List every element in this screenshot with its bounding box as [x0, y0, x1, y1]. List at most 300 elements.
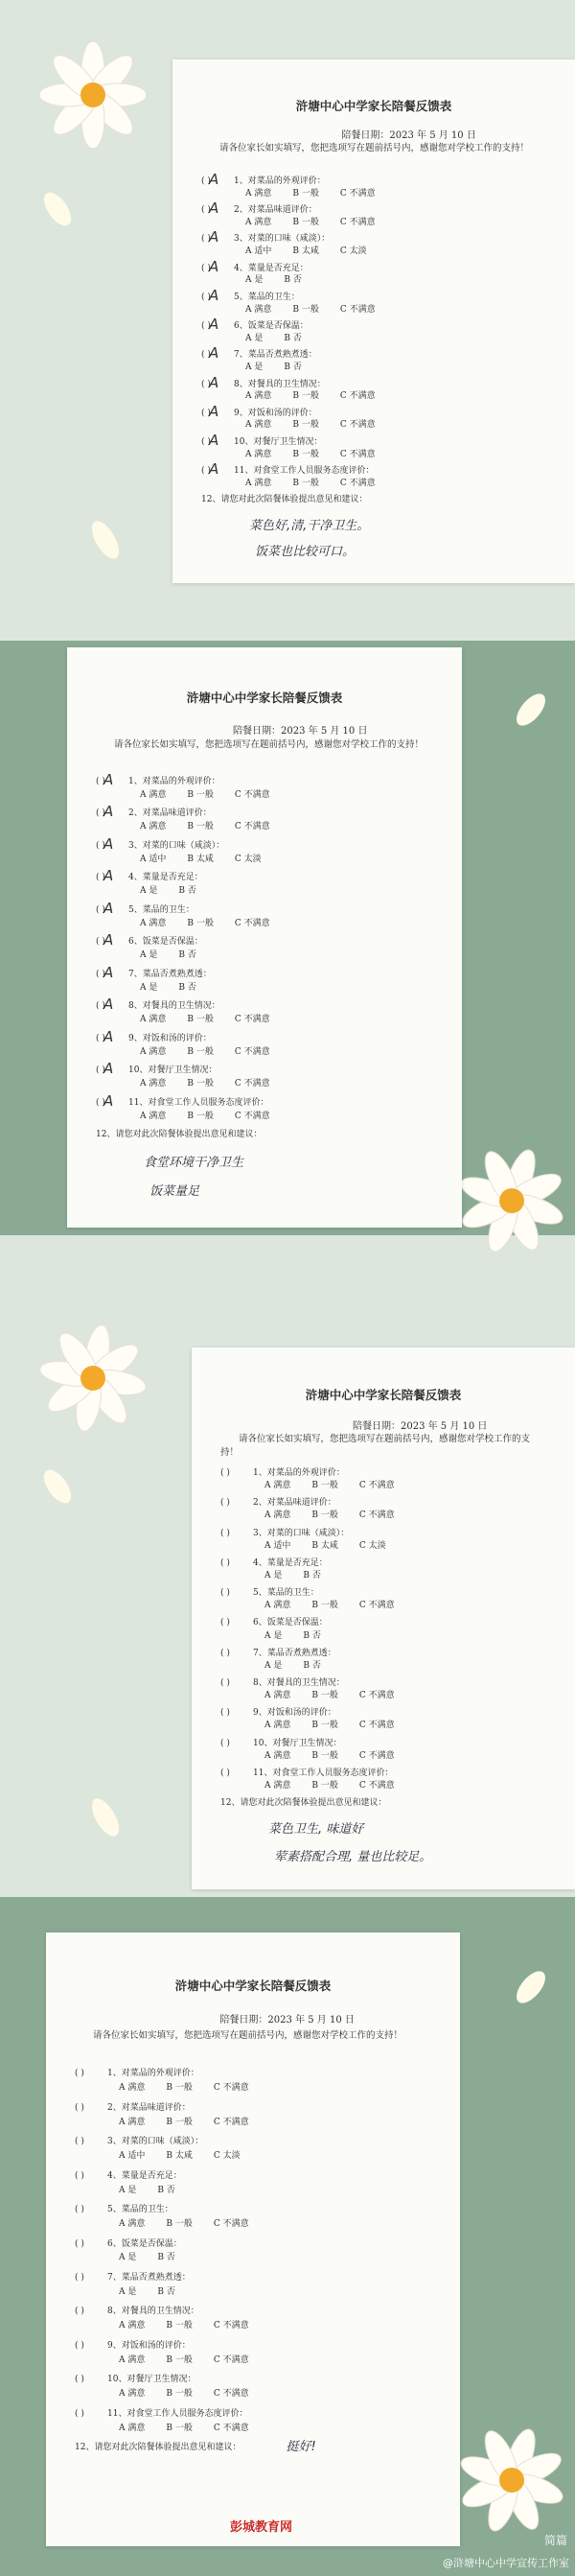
question-item: [96, 931, 203, 949]
answer-bracket: ( ) A: [201, 373, 219, 391]
option-label: B 太咸: [311, 1540, 338, 1551]
question-text: 10、对餐厅卫生情况：: [107, 2375, 196, 2385]
option-label: C 太淡: [358, 1540, 386, 1551]
question-item: [220, 1615, 328, 1628]
sheet-title: 浒塘中心中学家长陪餐反馈表: [186, 691, 343, 706]
answer-bracket: ( ) A: [96, 770, 114, 788]
question-12: 12、请您对此次陪餐体验提出意见和建议：: [220, 1798, 387, 1809]
question-options: [264, 1598, 416, 1610]
question-options: [245, 302, 397, 315]
answer-bracket: ( ): [75, 2375, 84, 2385]
option-label: B 一般: [292, 188, 319, 199]
question-item: [75, 2372, 196, 2384]
option-label: A 满意: [245, 420, 272, 431]
question-options: [140, 787, 291, 800]
option-label: A 满意: [119, 2423, 146, 2433]
answer-bracket: ( ) A: [96, 899, 114, 917]
question-options: [245, 388, 397, 401]
sheet-intro: 请各位家长如实填写，您把选项写在题前括号内，感谢您对学校工作的支持！: [220, 1433, 531, 1458]
handwritten-answer: A: [104, 1091, 114, 1110]
question-item: [96, 770, 220, 788]
question-item: [96, 803, 212, 821]
question-item: [75, 2236, 182, 2249]
question-options: [264, 1748, 416, 1761]
option-label: A 是: [245, 333, 264, 343]
answer-bracket: ( ): [220, 1498, 230, 1509]
question-item: [96, 1027, 212, 1045]
option-label: C 不满意: [358, 1691, 395, 1701]
question-item: [75, 2066, 199, 2078]
question-options: [264, 1688, 416, 1700]
option-label: B 一般: [187, 789, 214, 800]
answer-bracket: ( ): [220, 1528, 230, 1538]
answer-bracket: ( ) A: [201, 257, 219, 275]
daisy-flower-icon: [458, 1147, 565, 1254]
answer-bracket: ( ) A: [201, 199, 219, 218]
question-options: [140, 948, 218, 960]
option-label: C 不满意: [339, 391, 376, 402]
handwritten-answer: A: [104, 963, 114, 981]
petal-icon: [86, 516, 125, 564]
question-item: [220, 1766, 393, 1778]
question-text: 9、对饭和汤的评价：: [107, 2340, 191, 2351]
question-item: [96, 834, 225, 853]
answer-bracket: ( ): [220, 1588, 230, 1599]
option-label: B 一般: [166, 2321, 193, 2331]
handwritten-answer: A: [209, 316, 219, 334]
option-label: C 不满意: [339, 304, 376, 315]
option-label: A 满意: [140, 1046, 167, 1057]
option-label: C 不满意: [213, 2219, 249, 2229]
option-label: B 一般: [311, 1721, 338, 1731]
question-item: [201, 228, 331, 246]
answer-bracket: ( ): [220, 1768, 230, 1778]
petal-icon: [38, 188, 77, 230]
feedback-sheet: [46, 1932, 460, 2546]
handwritten-comment: 荤素搭配合理, 量也比较足。: [274, 1849, 432, 1864]
option-label: B 太咸: [187, 854, 214, 864]
option-label: A 满意: [245, 449, 272, 459]
option-label: A 满意: [119, 2117, 146, 2127]
option-label: B 一般: [311, 1601, 338, 1611]
question-item: [96, 899, 195, 917]
option-label: B 否: [284, 333, 302, 343]
handwritten-answer: A: [209, 257, 219, 275]
question-item: [96, 963, 212, 981]
option-label: C 不满意: [358, 1750, 395, 1761]
question-options: [140, 1109, 291, 1121]
answer-bracket: ( ) A: [96, 1060, 114, 1078]
question-item: [75, 2202, 173, 2214]
question-options: [264, 1538, 407, 1551]
option-label: B 一般: [187, 1079, 214, 1089]
sheet-date: 陪餐日期：2023 年 5 月 10 日: [219, 2015, 355, 2026]
question-text: 1、对菜品的外观评价：: [107, 2069, 199, 2079]
question-text: 8、对餐具的卫生情况：: [107, 2307, 199, 2317]
handwritten-answer: A: [104, 770, 114, 788]
option-label: C 太淡: [339, 246, 367, 257]
option-label: C 不满意: [234, 822, 270, 832]
question-text: 4、菜量是否充足：: [234, 263, 309, 273]
answer-bracket: ( ) A: [96, 1091, 114, 1110]
question-item: [201, 344, 317, 363]
question-item: [201, 460, 375, 479]
option-label: B 太咸: [292, 246, 319, 257]
question-options: [264, 1628, 342, 1641]
handwritten-answer: A: [209, 286, 219, 304]
question-text: 2、对菜品味道评价：: [234, 205, 317, 216]
option-label: C 不满意: [358, 1721, 395, 1731]
option-label: C 不满意: [213, 2389, 249, 2400]
question-text: 9、对饭和汤的评价：: [253, 1708, 336, 1719]
answer-bracket: ( ): [75, 2205, 84, 2215]
option-label: B 一般: [311, 1750, 338, 1761]
question-item: [96, 867, 203, 885]
handwritten-answer: A: [104, 1027, 114, 1045]
option-label: B 一般: [311, 1691, 338, 1701]
question-options: [264, 1568, 342, 1581]
option-label: B 否: [303, 1630, 321, 1641]
option-label: C 不满意: [358, 1780, 395, 1791]
option-label: A 满意: [245, 478, 272, 488]
answer-bracket: ( ): [75, 2340, 84, 2351]
question-item: [220, 1675, 345, 1688]
question-options: [140, 1044, 291, 1057]
answer-bracket: ( ): [220, 1738, 230, 1748]
option-label: B 否: [157, 2185, 175, 2195]
question-text: 7、菜品否煮熟煮透：: [253, 1648, 336, 1658]
question-text: 3、对菜的口味（咸淡）：: [128, 840, 225, 851]
option-label: A 是: [264, 1630, 283, 1641]
sheet-intro: 请各位家长如实填写，您把选项写在题前括号内，感谢您对学校工作的支持！: [114, 739, 425, 751]
question-text: 1、对菜品的外观评价：: [253, 1468, 345, 1479]
question-item: [201, 431, 323, 449]
question-text: 5、菜品的卫生：: [234, 292, 300, 302]
handwritten-comment: 饭菜也比较可口。: [255, 545, 356, 560]
question-item: [201, 286, 300, 304]
answer-bracket: ( ) A: [96, 1027, 114, 1045]
question-text: 11、对食堂工作人员服务态度评价：: [253, 1768, 394, 1778]
option-label: A 满意: [119, 2083, 146, 2094]
option-label: B 一般: [166, 2354, 193, 2365]
question-text: 6、饭菜是否保温：: [253, 1618, 328, 1628]
option-label: A 适中: [264, 1540, 291, 1551]
option-label: C 不满意: [213, 2117, 249, 2127]
question-item: [220, 1705, 336, 1718]
option-label: B 否: [284, 275, 302, 286]
option-label: B 一般: [187, 1046, 214, 1057]
sheet-date: 陪餐日期：2023 年 5 月 10 日: [341, 130, 476, 142]
handwritten-comment: 菜色好,清,干净卫生。: [249, 518, 370, 533]
option-label: A 是: [245, 362, 264, 372]
answer-bracket: ( ) A: [96, 834, 114, 853]
question-text: 1、对菜品的外观评价：: [128, 776, 220, 786]
option-label: C 不满意: [339, 449, 376, 459]
question-options: [140, 852, 283, 864]
sheet-title: 浒塘中心中学家长陪餐反馈表: [174, 1978, 332, 1993]
sheet-intro: 请各位家长如实填写，您把选项写在题前括号内，感谢您对学校工作的支持！: [219, 142, 530, 153]
question-item: [75, 2304, 199, 2316]
question-item: [201, 373, 326, 391]
question-item: [220, 1495, 336, 1508]
sheet-title: 浒塘中心中学家长陪餐反馈表: [295, 99, 452, 113]
option-label: C 不满意: [339, 478, 376, 488]
option-label: A 适中: [119, 2151, 146, 2162]
question-item: [75, 2270, 191, 2283]
handwritten-answer: A: [209, 228, 219, 246]
question-options: [245, 331, 323, 343]
question-options: [140, 916, 291, 928]
question-options: [245, 186, 397, 199]
question-text: 1、对菜品的外观评价：: [234, 176, 326, 186]
daisy-flower-icon: [40, 42, 146, 148]
option-label: A 满意: [264, 1721, 291, 1731]
option-label: B 一般: [166, 2219, 193, 2229]
handwritten-answer: A: [209, 431, 219, 449]
option-label: B 一般: [292, 449, 319, 459]
option-label: C 太淡: [234, 854, 262, 864]
handwritten-comment: 饭菜量足: [150, 1184, 200, 1200]
handwritten-answer: A: [209, 344, 219, 363]
handwritten-answer: A: [104, 834, 114, 853]
option-label: B 太咸: [166, 2151, 193, 2162]
question-text: 10、对餐厅卫生情况：: [234, 436, 323, 447]
question-text: 4、菜量是否充足：: [107, 2170, 182, 2181]
option-label: B 一般: [292, 420, 319, 431]
option-label: C 不满意: [358, 1481, 395, 1491]
handwritten-answer: A: [209, 199, 219, 218]
footer-credit-text: @浒塘中心中学宣传工作室: [443, 2557, 569, 2569]
handwritten-answer: A: [209, 170, 219, 188]
option-label: A 满意: [119, 2321, 146, 2331]
sheet-intro: 请各位家长如实填写，您把选项写在题前括号内，感谢您对学校工作的支持！: [93, 2029, 403, 2041]
option-label: B 否: [178, 950, 196, 961]
question-text: 5、菜品的卫生：: [107, 2205, 173, 2215]
question-text: 11、对食堂工作人员服务态度评价：: [128, 1097, 269, 1108]
question-item: [220, 1646, 336, 1658]
option-label: C 不满意: [234, 1111, 270, 1121]
question-text: 11、对食堂工作人员服务态度评价：: [107, 2408, 248, 2419]
question-item: [220, 1465, 345, 1478]
handwritten-comment: 食堂环境干净卫生: [144, 1156, 244, 1171]
option-label: A 满意: [140, 822, 167, 832]
option-label: B 一般: [292, 217, 319, 227]
answer-bracket: ( ): [220, 1468, 230, 1479]
option-label: C 太淡: [213, 2151, 241, 2162]
question-text: 9、对饭和汤的评价：: [128, 1033, 212, 1043]
question-text: 2、对菜品味道评价：: [253, 1498, 336, 1509]
daisy-flower-icon: [40, 1325, 146, 1431]
handwritten-comment: 菜色卫生, 味道好: [268, 1822, 364, 1838]
question-options: [245, 215, 397, 227]
question-options: [140, 819, 291, 831]
answer-bracket: ( ): [75, 2408, 84, 2419]
question-text: 3、对菜的口味（咸淡）：: [234, 234, 331, 245]
handwritten-answer: A: [209, 373, 219, 391]
question-text: 11、对食堂工作人员服务态度评价：: [234, 466, 375, 477]
question-options: [119, 2421, 270, 2433]
question-text: 4、菜量是否充足：: [128, 873, 203, 883]
question-options: [119, 2250, 196, 2262]
question-options: [245, 272, 323, 285]
question-text: 8、对餐具的卫生情况：: [253, 1678, 345, 1689]
handwritten-answer: A: [104, 803, 114, 821]
option-label: B 否: [157, 2253, 175, 2263]
option-label: B 一般: [311, 1510, 338, 1521]
question-options: [119, 2318, 270, 2330]
option-label: A 满意: [140, 918, 167, 928]
question-item: [75, 2168, 182, 2181]
question-item: [75, 2134, 203, 2146]
option-label: A 适中: [140, 854, 167, 864]
answer-bracket: ( ): [220, 1557, 230, 1568]
answer-bracket: ( ) A: [96, 803, 114, 821]
answer-bracket: ( ) A: [201, 170, 219, 188]
option-label: A 是: [140, 950, 158, 961]
answer-bracket: ( ) A: [96, 963, 114, 981]
question-item: [201, 402, 317, 420]
option-label: A 满意: [245, 188, 272, 199]
handwritten-comment: 挺好!: [286, 2440, 316, 2455]
question-item: [75, 2100, 191, 2113]
sheet-title: 浒塘中心中学家长陪餐反馈表: [305, 1388, 462, 1403]
option-label: B 一般: [187, 918, 214, 928]
option-label: A 是: [119, 2286, 137, 2297]
option-label: A 满意: [119, 2354, 146, 2365]
option-label: B 一般: [292, 304, 319, 315]
answer-bracket: ( ) A: [201, 402, 219, 420]
answer-bracket: ( ) A: [201, 431, 219, 449]
question-options: [119, 2080, 270, 2093]
option-label: B 否: [178, 886, 196, 897]
question-12: 12、请您对此次陪餐体验提出意见和建议：: [96, 1130, 263, 1140]
answer-bracket: ( ): [75, 2069, 84, 2079]
option-label: A 是: [140, 886, 158, 897]
question-options: [119, 2148, 262, 2161]
question-item: [201, 257, 309, 275]
sheet-date: 陪餐日期：2023 年 5 月 10 日: [233, 725, 368, 737]
question-item: [96, 995, 220, 1014]
question-text: 2、对菜品味道评价：: [128, 808, 212, 819]
option-label: B 一般: [292, 478, 319, 488]
question-options: [264, 1478, 416, 1490]
option-label: B 一般: [187, 1015, 214, 1025]
question-item: [220, 1556, 328, 1568]
sheet-date: 陪餐日期：2023 年 5 月 10 日: [353, 1420, 488, 1432]
option-label: C 不满意: [234, 1046, 270, 1057]
question-options: [119, 2386, 270, 2399]
option-label: B 否: [303, 1571, 321, 1581]
question-options: [119, 2284, 196, 2297]
option-label: A 满意: [119, 2389, 146, 2400]
answer-bracket: ( ): [220, 1618, 230, 1628]
question-options: [140, 1076, 291, 1089]
option-label: A 满意: [140, 789, 167, 800]
option-label: A 满意: [119, 2219, 146, 2229]
question-item: [220, 1585, 319, 1598]
option-label: C 不满意: [339, 420, 376, 431]
answer-bracket: ( ) A: [201, 316, 219, 334]
feedback-sheet: [192, 1347, 575, 1889]
petal-icon: [38, 1465, 77, 1508]
question-options: [264, 1658, 342, 1671]
question-options: [245, 417, 397, 430]
option-label: A 是: [119, 2185, 137, 2195]
question-options: [119, 2216, 270, 2229]
question-text: 4、菜量是否充足：: [253, 1557, 328, 1568]
handwritten-answer: A: [104, 1060, 114, 1078]
question-options: [140, 883, 218, 896]
question-options: [140, 980, 218, 993]
option-label: C 不满意: [339, 217, 376, 227]
daisy-flower-icon: [458, 2426, 565, 2534]
option-label: A 满意: [264, 1481, 291, 1491]
footer-credit: [443, 2555, 569, 2570]
option-label: B 一般: [166, 2117, 193, 2127]
option-label: A 是: [119, 2253, 137, 2263]
option-label: C 不满意: [358, 1510, 395, 1521]
question-12: 12、请您对此次陪餐体验提出意见和建议：: [201, 495, 368, 505]
question-text: 6、饭菜是否保温：: [128, 937, 203, 948]
question-item: [201, 316, 309, 334]
question-options: [264, 1718, 416, 1730]
answer-bracket: ( ): [75, 2238, 84, 2249]
petal-icon: [510, 1966, 552, 2008]
question-text: 10、对餐厅卫生情况：: [128, 1066, 218, 1076]
question-item: [75, 2406, 247, 2419]
answer-bracket: ( ) A: [96, 867, 114, 885]
option-label: A 满意: [140, 1111, 167, 1121]
question-item: [201, 170, 326, 188]
option-label: B 一般: [292, 391, 319, 402]
question-text: 5、菜品的卫生：: [253, 1588, 319, 1599]
question-text: 10、对餐厅卫生情况：: [253, 1738, 342, 1748]
option-label: A 是: [245, 275, 264, 286]
option-label: B 一般: [187, 822, 214, 832]
question-options: [119, 2183, 196, 2195]
option-label: A 满意: [264, 1780, 291, 1791]
watermark-logo: [230, 2517, 292, 2535]
option-label: A 是: [264, 1660, 283, 1671]
answer-bracket: ( ) A: [201, 344, 219, 363]
question-text: 8、对餐具的卫生情况：: [128, 1001, 220, 1012]
handwritten-answer: A: [104, 899, 114, 917]
option-label: C 不满意: [213, 2321, 249, 2331]
answer-bracket: ( ): [220, 1648, 230, 1658]
question-item: [96, 1091, 269, 1110]
answer-bracket: ( ) A: [201, 460, 219, 479]
question-text: 6、饭菜是否保温：: [107, 2238, 182, 2249]
feedback-sheet: [67, 647, 462, 1228]
question-text: 5、菜品的卫生：: [128, 904, 195, 915]
option-label: C 不满意: [234, 789, 270, 800]
option-label: A 满意: [245, 391, 272, 402]
question-options: [245, 447, 397, 459]
option-label: C 不满意: [213, 2354, 249, 2365]
question-options: [119, 2115, 270, 2127]
question-options: [245, 360, 323, 372]
handwritten-answer: A: [209, 402, 219, 420]
option-label: C 不满意: [213, 2423, 249, 2433]
handwritten-answer: A: [104, 995, 114, 1014]
option-label: C 不满意: [339, 188, 376, 199]
question-options: [245, 244, 388, 256]
question-text: 6、饭菜是否保温：: [234, 321, 309, 332]
option-label: B 一般: [311, 1481, 338, 1491]
watermark-text: 彭城教育网: [230, 2520, 293, 2535]
option-label: A 满意: [264, 1601, 291, 1611]
option-label: B 否: [157, 2286, 175, 2297]
